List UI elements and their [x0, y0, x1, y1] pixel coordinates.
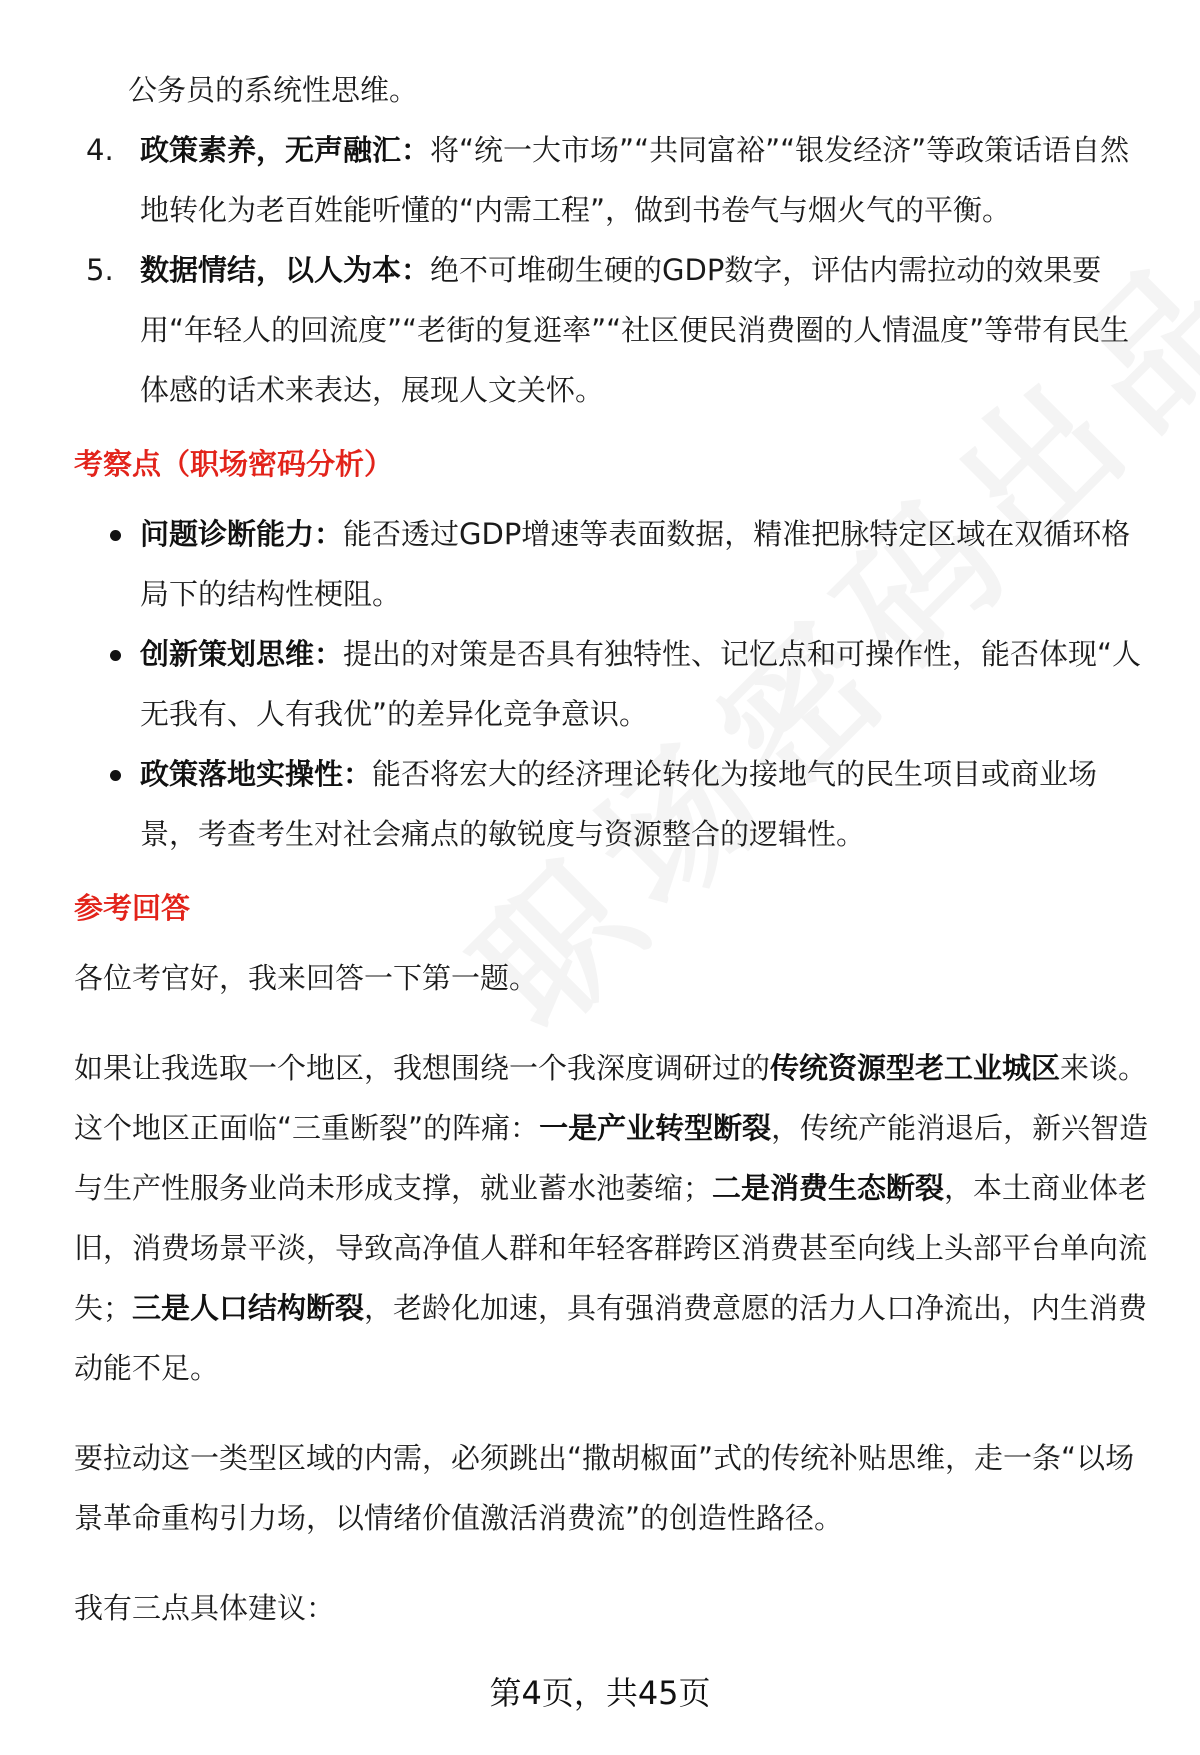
item-number: 4.	[86, 133, 114, 167]
bullet-label: 创新策划思维：	[140, 637, 344, 671]
item-number: 5.	[86, 253, 114, 287]
answer-paragraph: 我有三点具体建议：	[74, 1591, 336, 1625]
answer-paragraph	[74, 1038, 1154, 1398]
item-text: 绝不可堆砌生硬的GDP数字，评估内需拉动的效果要用“年轻人的回流度”“老街的复逛率”“社区便民消费圈的人情温度”等带有民生体感的话术来表达，展现人文关怀。	[140, 253, 1130, 407]
text-run: ，本土商业体老旧，消费场景平淡，导致高净值人群和年轻客群跨区消费甚至向线上头部平台单向流失；	[74, 1171, 1148, 1325]
bullet-icon	[110, 530, 121, 541]
text-run: 来谈。这个地区正面临“三重断裂”的阵痛：	[74, 1051, 1148, 1145]
item-label: 政策素养，无声融汇：	[140, 133, 431, 167]
bullet-label: 问题诊断能力：	[140, 517, 344, 551]
text-run: 如果让我选取一个地区，我想围绕一个我深度调研过的	[74, 1051, 771, 1085]
numbered-item-5	[86, 240, 1154, 420]
emphasis-text: 传统资源型老工业城区	[770, 1051, 1061, 1085]
item-text: 将“统一大市场”“共同富裕”“银发经济”等政策话语自然地转化为老百姓能听懂的“内需工程”，做到书卷气与烟火气的平衡。	[140, 133, 1130, 227]
numbered-item-4	[86, 120, 1154, 240]
bullet-icon	[110, 770, 121, 781]
emphasis-text: 三是人口结构断裂	[132, 1291, 365, 1325]
bullet-item	[86, 744, 1154, 864]
page-footer: 第4页，共45页	[489, 1674, 711, 1712]
bullet-label: 政策落地实操性：	[140, 757, 373, 791]
text-run: ，老龄化加速，具有强消费意愿的活力人口净流出，内生消费动能不足。	[74, 1291, 1148, 1385]
answer-greeting: 各位考官好，我来回答一下第一题。	[74, 961, 539, 995]
bullet-item	[86, 624, 1154, 744]
continued-text: 公务员的系统性思维。	[128, 73, 419, 107]
text-run: ，传统产能消退后，新兴智造与生产性服务业尚未形成支撑，就业蓄水池萎缩；	[74, 1111, 1149, 1205]
emphasis-text: 一是产业转型断裂	[539, 1111, 772, 1145]
emphasis-text: 二是消费生态断裂	[712, 1171, 945, 1205]
bullet-text: 能否透过GDP增速等表面数据，精准把脉特定区域在双循环格局下的结构性梗阻。	[140, 517, 1131, 611]
bullet-item	[86, 504, 1154, 624]
item-label: 数据情结，以人为本：	[140, 253, 431, 287]
page-content	[74, 60, 1154, 1638]
bullet-icon	[110, 650, 121, 661]
section-title-answer: 参考回答	[74, 891, 191, 925]
answer-paragraph: 要拉动这一类型区域的内需，必须跳出“撒胡椒面”式的传统补贴思维，走一条“以场景革命重构引力场，以情绪价值激活消费流”的创造性路径。	[74, 1441, 1135, 1535]
bullet-text: 提出的对策是否具有独特性、记忆点和可操作性，能否体现“人无我有、人有我优”的差异化竞争意识。	[140, 637, 1142, 731]
bullet-text: 能否将宏大的经济理论转化为接地气的民生项目或商业场景，考查考生对社会痛点的敏锐度与资源整合的逻辑性。	[140, 757, 1098, 851]
section-title-analysis: 考察点（职场密码分析）	[74, 447, 394, 481]
